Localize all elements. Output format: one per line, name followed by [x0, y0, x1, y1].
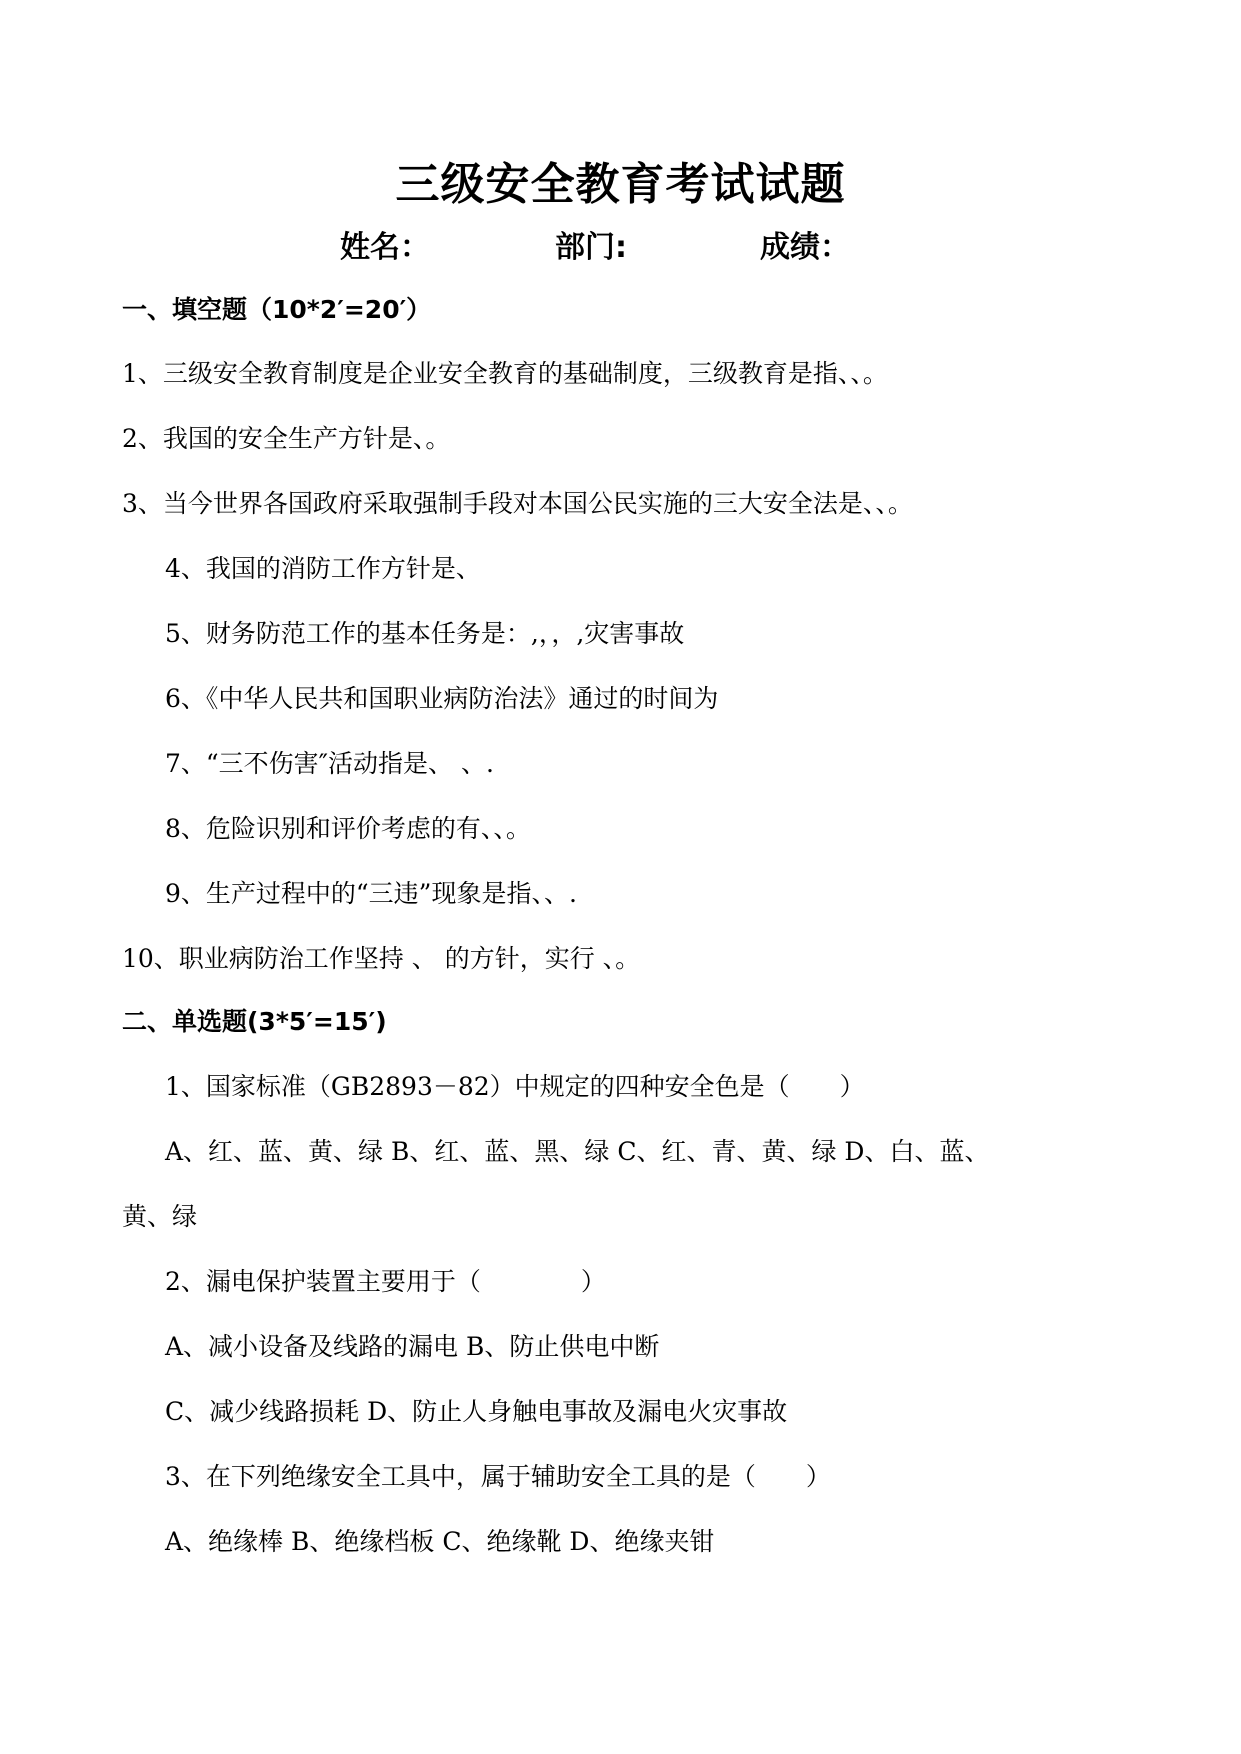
- choice-question-2-stem: 2、漏电保护装置主要用于（ ）: [165, 1267, 606, 1296]
- fill-question-7: 7、“三不伤害″活动指是、 、.: [165, 749, 494, 778]
- fill-question-2: 2、我国的安全生产方针是、。: [122, 424, 451, 453]
- choice-question-2-options-ab: A、减小设备及线路的漏电 B、防止供电中断: [165, 1332, 660, 1361]
- name-label: 姓名：: [340, 230, 430, 265]
- page-title: 三级安全教育考试试题: [395, 159, 846, 210]
- choice-question-3-stem: 3、在下列绝缘安全工具中，属于辅助安全工具的是（ ）: [165, 1462, 831, 1491]
- choice-question-1-stem: 1、国家标准（GB2893－82）中规定的四种安全色是（ ）: [165, 1072, 865, 1101]
- department-label: 部门:: [555, 230, 627, 265]
- section1-heading: 一、填空题（10*2′=20′）: [122, 295, 432, 324]
- choice-question-1-options-cont: 黄、绿: [122, 1202, 198, 1231]
- fill-question-4: 4、我国的消防工作方针是、: [165, 554, 481, 583]
- score-label: 成绩：: [760, 230, 850, 265]
- fill-question-3: 3、当今世界各国政府采取强制手段对本国公民实施的三大安全法是、、。: [122, 489, 913, 518]
- fill-question-10: 10、职业病防治工作坚持 、 的方针，实行 、。: [122, 944, 641, 973]
- section2-heading: 二、单选题(3*5′=15′): [122, 1007, 387, 1036]
- fill-question-6: 6、《中华人民共和国职业病防治法》通过的时间为: [165, 684, 719, 713]
- fill-question-9: 9、生产过程中的“三违”现象是指、、.: [165, 879, 577, 908]
- fill-question-1: 1、三级安全教育制度是企业安全教育的基础制度，三级教育是指、、。: [122, 359, 888, 388]
- choice-question-1-options: A、红、蓝、黄、绿 B、红、蓝、黑、绿 C、红、青、黄、绿 D、白、蓝、: [165, 1137, 990, 1166]
- fill-question-8: 8、危险识别和评价考虑的有、、。: [165, 814, 531, 843]
- choice-question-2-options-cd: C、减少线路损耗 D、防止人身触电事故及漏电火灾事故: [165, 1397, 788, 1426]
- fill-question-5: 5、财务防范工作的基本任务是：,，，,灾害事故: [165, 619, 685, 648]
- choice-question-3-options: A、绝缘棒 B、绝缘档板 C、绝缘靴 D、绝缘夹钳: [165, 1527, 715, 1556]
